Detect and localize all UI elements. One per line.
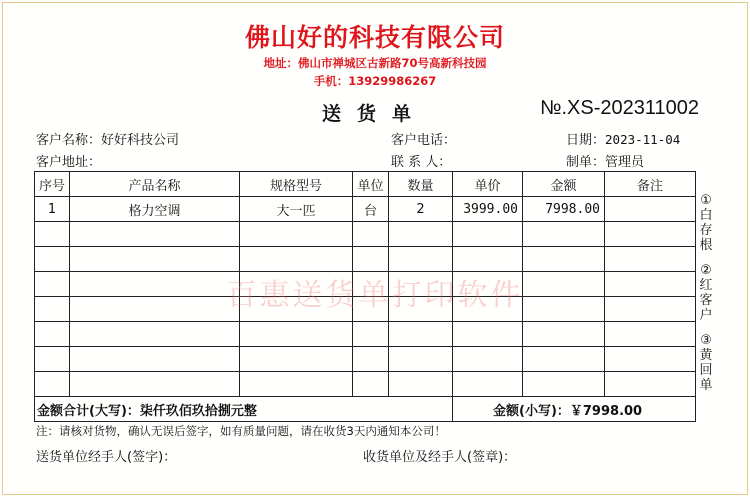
copy-distribution [698,193,714,403]
header-remark: 备注 [605,172,696,197]
table-row-empty [35,372,696,397]
header-spec: 规格型号 [240,172,353,197]
customer-name-value: 好好科技公司 [101,133,180,148]
customer-name-row [36,129,179,148]
total-lower-cell [453,397,696,422]
table-row-empty [35,347,696,372]
table-row-empty [35,222,696,247]
sender-signature-label: 送货单位经手人(签字)： [36,450,177,465]
date-row [566,129,680,148]
table-row-empty [35,297,696,322]
document-number: №.XS-202311002 [540,97,699,119]
total-upper-cell [35,397,453,422]
header-amount: 金额 [523,172,605,197]
cell-qty: 2 [389,197,453,222]
cell-product-name: 格力空调 [70,197,240,222]
copy-white: ① 白 存 根 [699,193,713,253]
cell-price: 3999.00 [453,197,523,222]
company-address: 地址：佛山市禅城区古新路70号高新科技园 [263,56,487,70]
copy-yellow: ③ 黄 回 单 [699,333,713,393]
date-value: 2023-11-04 [605,132,681,147]
maker-label: 制单： [566,155,606,170]
table-row-empty [35,247,696,272]
cell-unit: 台 [353,197,389,222]
cell-remark [605,197,696,222]
customer-name-label: 客户名称： [36,133,102,148]
maker-value: 管理员 [605,155,645,170]
header-no: 序号 [35,172,70,197]
items-table [34,171,696,422]
cell-amount: 7998.00 [523,197,605,222]
total-upper-label: 金额合计(大写)： [37,403,140,419]
header-product-name: 产品名称 [70,172,240,197]
document-title: 送货单 [322,103,428,125]
company-phone: 手机：13929986267 [313,74,437,88]
cell-spec: 大一匹 [240,197,353,222]
watermark-text: 百惠送货单打印软件 [226,278,524,313]
maker-row [566,151,644,170]
table-header-row [35,172,696,197]
table-row-empty [35,272,696,297]
header-unit: 单位 [353,172,389,197]
copy-red: ② 红 客 户 [699,263,713,323]
total-lower-label: 金额(小写)： [493,403,570,419]
total-upper-value: 柒仟玖佰玖拾捌元整 [139,403,257,419]
total-lower-value: ￥7998.00 [569,403,643,419]
table-row-empty [35,322,696,347]
receiver-signature-label: 收货单位及经手人(签章)： [363,450,517,465]
date-label: 日期： [566,133,606,148]
contact-label: 联 系 人： [391,155,452,170]
company-name: 佛山好的科技有限公司 [244,23,505,52]
cell-no: 1 [35,197,70,222]
table-row [35,197,696,222]
total-row [35,397,696,422]
footer-note: 注：请核对货物，确认无误后签字，如有质量问题，请在收货3天内通知本公司！ [36,424,446,438]
header-price: 单价 [453,172,523,197]
customer-phone-label: 客户电话： [391,133,457,148]
header-qty: 数量 [389,172,453,197]
customer-address-label: 客户地址： [36,155,102,170]
